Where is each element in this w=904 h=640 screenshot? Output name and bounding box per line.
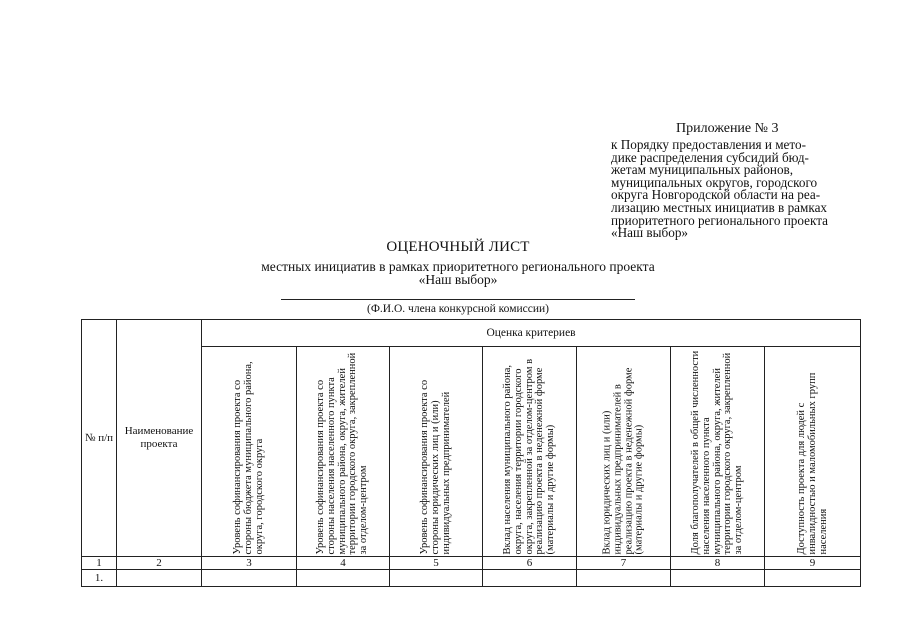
criterion-label: Вклад населения муниципального района, округа, населения территории городского округа, закрепленной за отделом-центром в реализацию проекта в неденежной форме (материалы и другие формы) (501, 358, 556, 554)
criterion-label: Вклад юридических лиц и (или) индивидуальных предпринимателей в реализацию проекта в неденежной форме (материалы и другие формы) (600, 367, 645, 554)
criterion-header-cell (577, 347, 671, 557)
criterion-header-cell (483, 347, 577, 557)
criterion-label: Доля благополучателей в общей численности населения населенного пункта муниципального района, округа, жителей территории городского округа, закрепленной за отделом-центром (689, 350, 744, 554)
column-number: 2 (117, 557, 202, 570)
column-header-number: № п/п (82, 320, 117, 557)
score-cell (577, 570, 671, 587)
score-cell (483, 570, 577, 587)
column-numbers-row (82, 557, 861, 570)
appendix-line: к Порядку предоставления и мето- (611, 137, 806, 152)
appendix-reference (611, 139, 857, 240)
criterion-header-cell (390, 347, 483, 557)
column-number: 1 (82, 557, 117, 570)
appendix-line: муниципальных округов, городского (611, 174, 818, 190)
score-cell (671, 570, 765, 587)
document-subtitle (0, 260, 904, 286)
criterion-label: Уровень софинансирования проекта со стороны населения населенного пункта муниципального района, округа, жителей территории городского округа, закрепленной за отделом-центром (315, 352, 370, 554)
subtitle-line: местных инициатив в рамках приоритетного регионального проекта (261, 259, 655, 274)
score-cell (390, 570, 483, 587)
appendix-line: лизацию местных инициатив в рамках (611, 199, 828, 215)
appendix-title: Приложение № 3 (676, 121, 779, 136)
criteria-header: Оценка критериев (202, 320, 861, 347)
column-header-name: Наименование проекта (117, 320, 202, 557)
criterion-header-cell (765, 347, 861, 557)
column-number: 6 (483, 557, 577, 570)
score-cell (297, 570, 390, 587)
criterion-header-cell (202, 347, 297, 557)
signature-caption: (Ф.И.О. члена конкурсной комиссии) (367, 303, 549, 315)
column-number: 9 (765, 557, 861, 570)
document-title: ОЦЕНОЧНЫЙ ЛИСТ (386, 239, 530, 255)
appendix-line: дике распределения субсидий бюд- (611, 149, 809, 165)
appendix-line: приоритетного регионального проекта (611, 212, 828, 228)
criterion-header-cell (297, 347, 390, 557)
column-number: 4 (297, 557, 390, 570)
column-number: 7 (577, 557, 671, 570)
appendix-line: округа Новгородской области на реа- (611, 187, 821, 203)
project-name-cell (117, 570, 202, 587)
criterion-header-cell (671, 347, 765, 557)
criterion-label: Уровень софинансирования проекта со стороны бюджета муниципального района, округа, городского округа (231, 360, 265, 554)
column-number: 3 (202, 557, 297, 570)
score-cell (202, 570, 297, 587)
criterion-label: Доступность проекта для людей с инвалидностью и маломобильных групп населения (795, 372, 828, 554)
criterion-label: Уровень софинансирования проекта со стороны юридических лиц и (или) индивидуальных предпринимателей (418, 379, 452, 554)
column-number: 5 (390, 557, 483, 570)
row-number: 1. (82, 570, 117, 587)
signature-line (281, 299, 635, 300)
table-row (82, 570, 861, 587)
evaluation-table (81, 319, 861, 587)
appendix-line: жетам муниципальных районов, (611, 162, 794, 178)
column-number: 8 (671, 557, 765, 570)
appendix-line: «Наш выбор» (611, 225, 689, 241)
score-cell (765, 570, 861, 587)
subtitle-line: «Наш выбор» (418, 272, 498, 287)
